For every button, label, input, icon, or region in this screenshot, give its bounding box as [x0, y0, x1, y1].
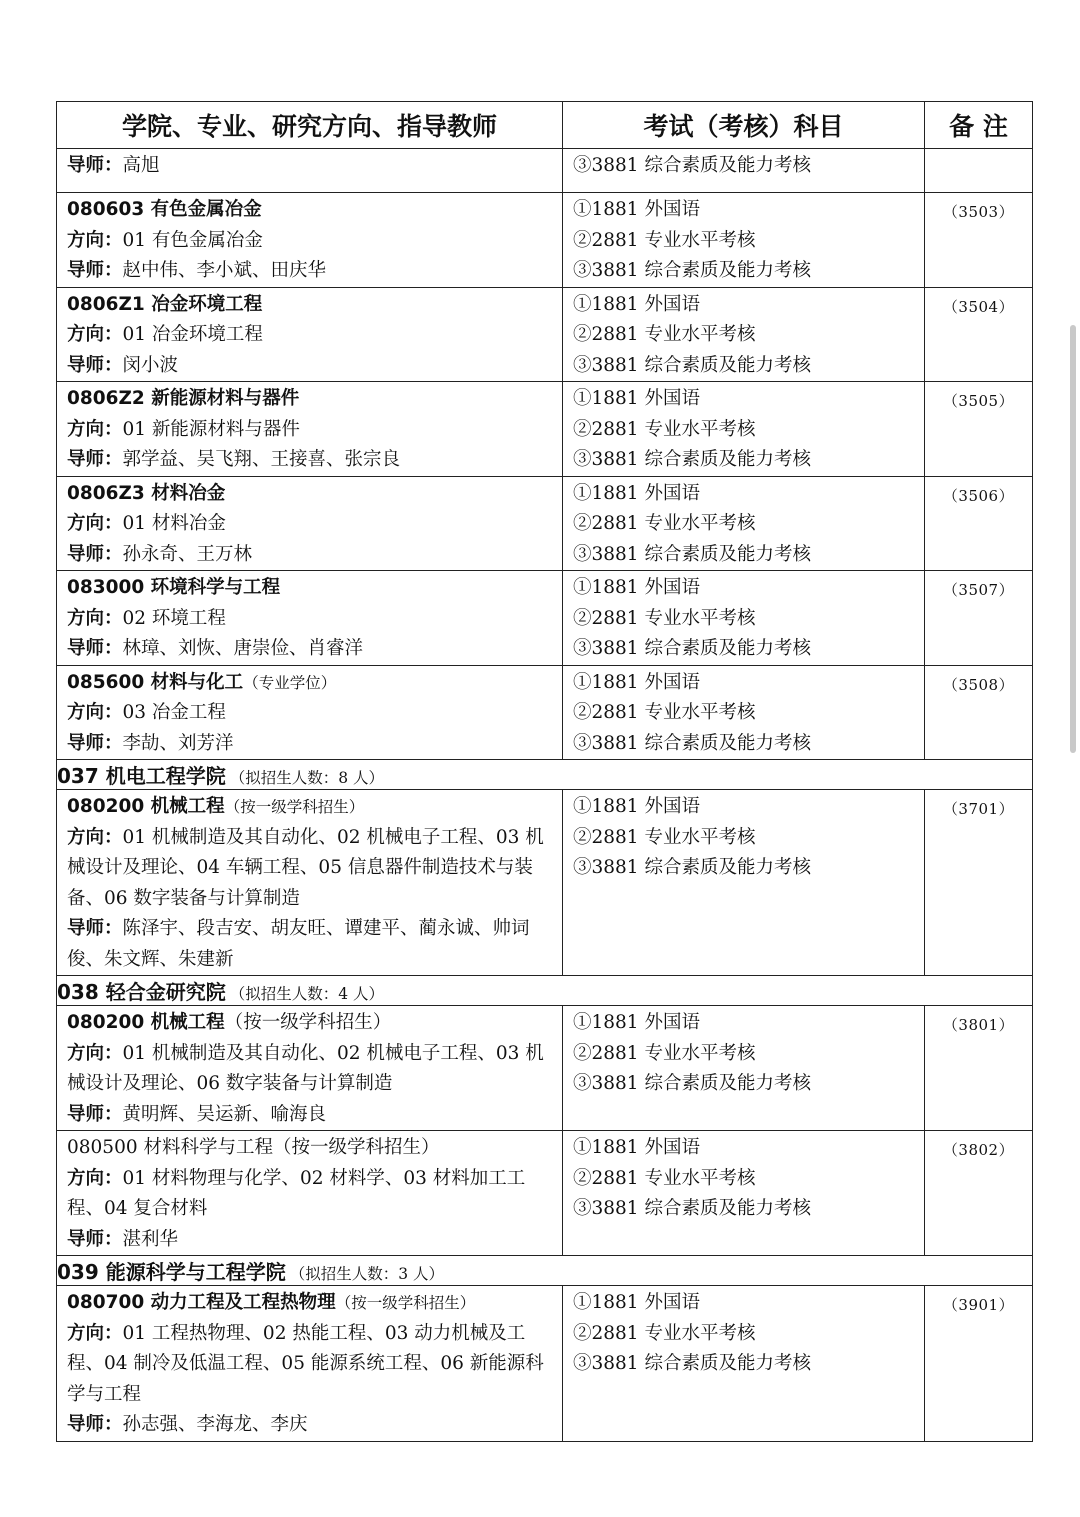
- advisor-line: 导师：湛利华: [67, 1228, 179, 1250]
- header-exam-subjects: 考试（考核）科目: [563, 102, 925, 149]
- major-code-name: 080603 有色金属冶金: [67, 199, 262, 220]
- exam-subject: ②2881 专业水平考核: [573, 1322, 756, 1344]
- exam-subject: ②2881 专业水平考核: [573, 418, 756, 440]
- advisor-line: 导师：闵小波: [67, 354, 179, 376]
- exam-subject: ①1881 外国语: [573, 388, 700, 409]
- advisor-names: 林璋、刘恢、唐崇俭、肖睿洋: [122, 638, 364, 659]
- remark-code: （3506）: [942, 486, 1015, 505]
- exam-subject: ③3881 综合素质及能力考核: [573, 1073, 811, 1094]
- direction-line: 方向：01 机械制造及其自动化、02 机械电子工程、03 机械设计及理论、06 数字装备与计算制造: [67, 1042, 544, 1094]
- table-row: [57, 1286, 1033, 1442]
- exam-subject: ②2881 专业水平考核: [573, 607, 756, 629]
- college-quota: （拟招生人数：3 人）: [289, 1265, 445, 1283]
- exam-subject: ③3881 综合素质及能力考核: [573, 543, 811, 565]
- advisor-line: 导师：孙志强、李海龙、李庆: [67, 1414, 308, 1435]
- advisor-line: 导师：黄明辉、吴运新、喻海良: [67, 1103, 327, 1125]
- exam-subject: ①1881 外国语: [573, 199, 700, 220]
- table-row: [57, 193, 1033, 288]
- major-code-name: 080700 动力工程及工程热物理（按一级学科招生）: [67, 1292, 476, 1313]
- advisor-names: 孙志强、李海龙、李庆: [122, 1414, 308, 1435]
- exam-subject: ①1881 外国语: [573, 293, 700, 315]
- table-row: [57, 1131, 1033, 1256]
- major-code-name: 085600 材料与化工（专业学位）: [67, 671, 337, 693]
- direction-text: 02 环境工程: [122, 607, 226, 629]
- major-code-name: 080500 材料科学与工程（按一级学科招生）: [67, 1137, 440, 1158]
- table-row: [57, 149, 1033, 193]
- advisor-line: 导师：孙永奇、王万林: [67, 543, 253, 565]
- exam-subject: ③3881 综合素质及能力考核: [573, 449, 811, 470]
- remark-code: （3508）: [942, 675, 1015, 694]
- exam-subject: ①1881 外国语: [573, 1012, 700, 1033]
- advisor-line: 导师：赵中伟、李小斌、田庆华: [67, 260, 327, 281]
- major-code-name: 0806Z1 冶金环境工程: [67, 293, 263, 315]
- table-row: [57, 382, 1033, 477]
- major-code-name: 083000 环境科学与工程: [67, 577, 281, 598]
- scrollbar[interactable]: [1070, 325, 1076, 753]
- college-quota: （拟招生人数：8 人）: [229, 769, 385, 787]
- remark-code: （3505）: [942, 392, 1015, 410]
- major-note: （按一级学科招生）: [335, 1294, 476, 1312]
- major-note: （按一级学科招生）: [224, 1012, 392, 1033]
- college-row: [57, 976, 1033, 1006]
- advisor-names: 黄明辉、吴运新、喻海良: [122, 1103, 327, 1125]
- direction-text: 01 机械制造及其自动化、02 机械电子工程、03 机械设计及理论、04 车辆工程、05 信息器件制造技术与装备、06 数字装备与计算制造: [67, 826, 544, 909]
- major-note: （按一级学科招生）: [224, 798, 365, 816]
- table-header: [57, 102, 1033, 149]
- direction-text: 01 新能源材料与器件: [122, 418, 300, 440]
- direction-line: 方向：02 环境工程: [67, 607, 226, 629]
- direction-line: 方向：01 工程热物理、02 热能工程、03 动力机械及工程、04 制冷及低温工程、05 能源系统工程、06 新能源科学与工程: [67, 1322, 544, 1405]
- exam-subject: ①1881 外国语: [573, 577, 700, 598]
- advisor-line: 导师：郭学益、吴飞翔、王接喜、张宗良: [67, 449, 401, 470]
- major-note: （专业学位）: [243, 673, 337, 692]
- exam-subject: ①1881 外国语: [573, 1137, 700, 1158]
- advisor-names: 李劼、刘芳洋: [122, 732, 234, 754]
- exam-subject: ③3881 综合素质及能力考核: [573, 1198, 811, 1219]
- table-row: [57, 476, 1033, 571]
- direction-text: 03 冶金工程: [122, 702, 226, 723]
- major-code-name: 080200 机械工程（按一级学科招生）: [67, 796, 365, 817]
- exam-subject: ①1881 外国语: [573, 796, 700, 817]
- college-title: 037 机电工程学院: [57, 764, 226, 788]
- exam-subject: ②2881 专业水平考核: [573, 229, 756, 251]
- exam-subject: ②2881 专业水平考核: [573, 1042, 756, 1064]
- direction-line: 方向：01 新能源材料与器件: [67, 418, 300, 440]
- direction-line: 方向：03 冶金工程: [67, 702, 226, 723]
- header-college-major: 学院、专业、研究方向、指导教师: [57, 102, 563, 149]
- exam-subject: ③3881 综合素质及能力考核: [573, 260, 811, 281]
- advisor-line: 导师：陈泽宇、段吉安、胡友旺、谭建平、蔺永诚、帅词俊、朱文辉、朱建新: [67, 918, 530, 970]
- table-row: [57, 571, 1033, 666]
- direction-text: 01 有色金属冶金: [122, 229, 263, 251]
- exam-subject: ②2881 专业水平考核: [573, 324, 756, 345]
- exam-subject: ①1881 外国语: [573, 482, 700, 504]
- major-code-name: 0806Z3 材料冶金: [67, 482, 226, 504]
- exam-subject: ③3881 综合素质及能力考核: [573, 638, 811, 659]
- advisor-line: 导师：林璋、刘恢、唐崇俭、肖睿洋: [67, 638, 364, 659]
- exam-table: [56, 101, 1033, 1442]
- direction-text: 01 工程热物理、02 热能工程、03 动力机械及工程、04 制冷及低温工程、05 能源系统工程、06 新能源科学与工程: [67, 1322, 544, 1405]
- college-row: [57, 760, 1033, 790]
- header-remarks: 备 注: [925, 102, 1033, 149]
- direction-line: 方向：01 冶金环境工程: [67, 324, 263, 345]
- college-title: 038 轻合金研究院: [57, 980, 226, 1004]
- advisor-names: 湛利华: [122, 1228, 179, 1250]
- advisor-names: 孙永奇、王万林: [122, 543, 253, 565]
- direction-line: 方向：01 有色金属冶金: [67, 229, 263, 251]
- college-quota: （拟招生人数：4 人）: [229, 985, 385, 1003]
- advisor-names: 郭学益、吴飞翔、王接喜、张宗良: [122, 449, 401, 470]
- direction-line: 方向：01 机械制造及其自动化、02 机械电子工程、03 机械设计及理论、04 车辆工程、05 信息器件制造技术与装备、06 数字装备与计算制造: [67, 826, 544, 909]
- direction-line: 方向：01 材料冶金: [67, 513, 226, 534]
- remark-code: （3901）: [942, 1296, 1015, 1314]
- exam-subject: ①1881 外国语: [573, 671, 700, 693]
- college-title: 039 能源科学与工程学院: [57, 1260, 286, 1284]
- direction-text: 01 机械制造及其自动化、02 机械电子工程、03 机械设计及理论、06 数字装备与计算制造: [67, 1042, 544, 1094]
- table-row: [57, 790, 1033, 976]
- table-row: [57, 665, 1033, 760]
- exam-subject: ③3881 综合素质及能力考核: [573, 354, 811, 376]
- direction-text: 01 材料冶金: [122, 513, 226, 534]
- exam-subject: ③3881 综合素质及能力考核: [573, 155, 811, 176]
- major-code-name: 080200 机械工程（按一级学科招生）: [67, 1012, 392, 1033]
- advisor-line: 导师：李劼、刘芳洋: [67, 732, 234, 754]
- advisor-line: 导师：高旭: [67, 155, 160, 176]
- advisor-names: 赵中伟、李小斌、田庆华: [122, 260, 327, 281]
- exam-subject: ②2881 专业水平考核: [573, 513, 756, 534]
- direction-text: 01 材料物理与化学、02 材料学、03 材料加工工程、04 复合材料: [67, 1167, 526, 1219]
- table-row: [57, 1006, 1033, 1131]
- advisor-names: 高旭: [122, 155, 160, 176]
- direction-text: 01 冶金环境工程: [122, 324, 263, 345]
- direction-line: 方向：01 材料物理与化学、02 材料学、03 材料加工工程、04 复合材料: [67, 1167, 526, 1219]
- exam-subject: ②2881 专业水平考核: [573, 702, 756, 723]
- exam-subject: ③3881 综合素质及能力考核: [573, 1353, 811, 1374]
- table-row: [57, 287, 1033, 382]
- exam-subject: ③3881 综合素质及能力考核: [573, 857, 811, 878]
- college-row: [57, 1256, 1033, 1286]
- advisor-names: 陈泽宇、段吉安、胡友旺、谭建平、蔺永诚、帅词俊、朱文辉、朱建新: [67, 918, 530, 970]
- remark-code: （3801）: [942, 1016, 1015, 1034]
- remark-code: （3701）: [942, 800, 1015, 818]
- exam-subject: ②2881 专业水平考核: [573, 826, 756, 848]
- exam-subject: ②2881 专业水平考核: [573, 1167, 756, 1189]
- remark-code: （3503）: [942, 203, 1015, 221]
- remark-code: （3504）: [942, 297, 1015, 316]
- remark-code: （3802）: [942, 1141, 1015, 1159]
- exam-subject: ①1881 外国语: [573, 1292, 700, 1313]
- exam-subject: ③3881 综合素质及能力考核: [573, 732, 811, 754]
- remark-code: （3507）: [942, 581, 1015, 599]
- advisor-names: 闵小波: [122, 354, 179, 376]
- major-code-name: 0806Z2 新能源材料与器件: [67, 388, 300, 409]
